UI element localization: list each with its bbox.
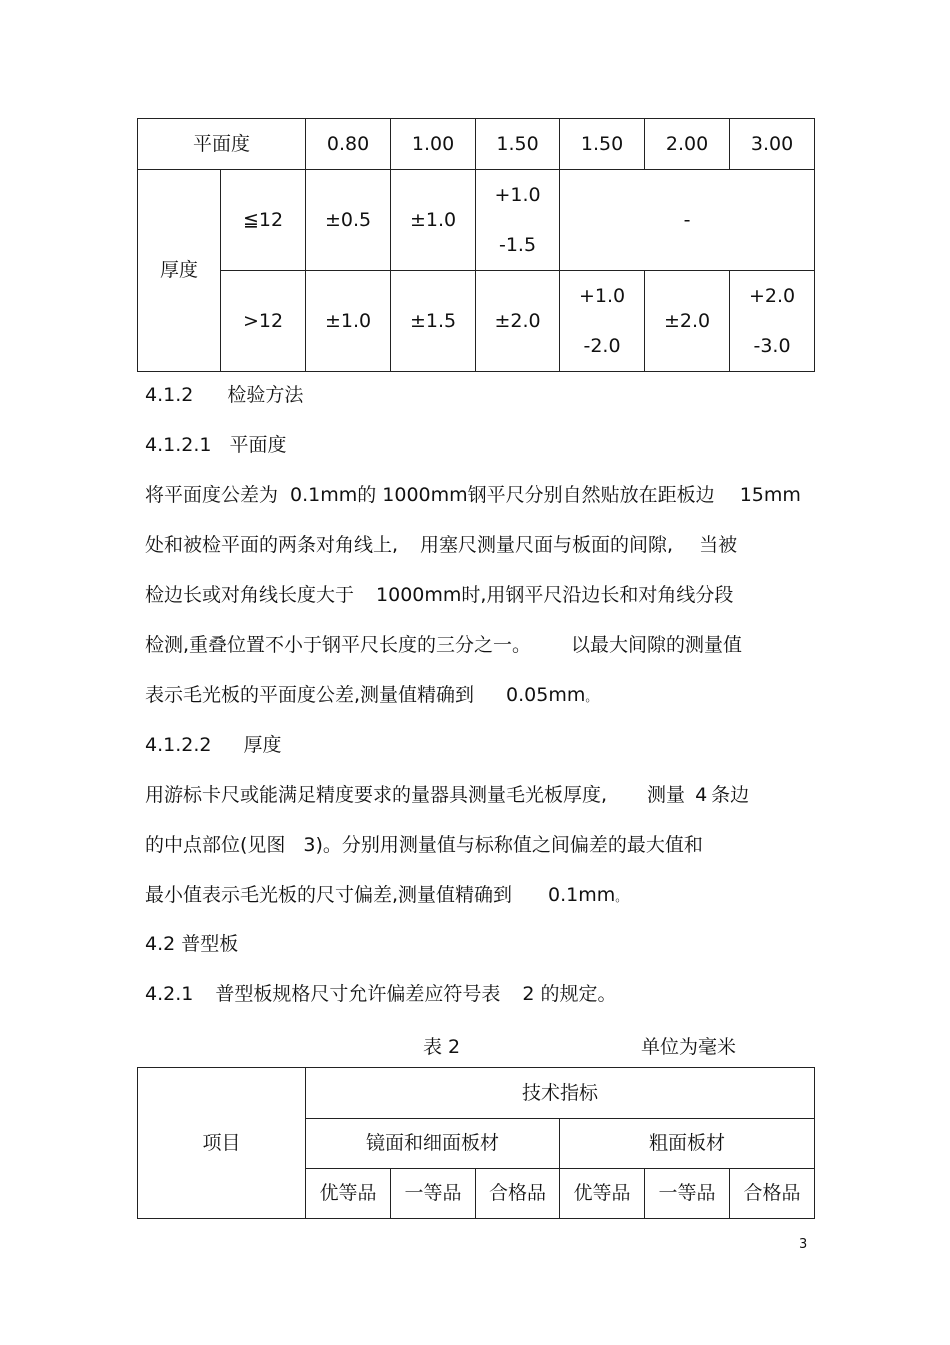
section-heading xyxy=(145,433,287,457)
table-cell xyxy=(476,170,560,271)
text-run: 最小值表示毛光板的尺寸偏差,测量值精确到 xyxy=(145,884,513,906)
text-run: 用游标卡尺或能满足精度要求的量器具测量毛光板厚度, xyxy=(145,784,608,806)
paragraph-line xyxy=(145,633,742,657)
table-cell: 优等品 xyxy=(306,1169,391,1219)
text-run: 。 xyxy=(615,890,628,904)
text-run: 4 xyxy=(695,784,708,806)
table-cell: ±2.0 xyxy=(476,271,560,372)
cell-line: -2.0 xyxy=(583,335,621,357)
table-cell xyxy=(730,271,815,372)
paragraph-line xyxy=(145,533,737,557)
text-run: 3)。分别用测量值与标称值之间偏差的最大值和 xyxy=(303,834,703,856)
table-cell: 技术指标 xyxy=(306,1068,815,1119)
table-cell: 3.00 xyxy=(730,119,815,170)
table-caption: 表 2 xyxy=(423,1036,461,1058)
cell-line: +1.0 xyxy=(578,285,626,307)
table-cell: 粗面板材 xyxy=(560,1119,815,1169)
text-run: 测量 xyxy=(647,784,686,806)
text-run: 检边长或对角线长度大于 xyxy=(145,584,355,606)
text-run: 15mm xyxy=(739,484,801,506)
section-number: 4.1.2.2 xyxy=(145,734,212,756)
table-cell: 平面度 xyxy=(138,119,306,170)
table-unit: 单位为毫米 xyxy=(641,1036,737,1058)
section-number: 4.1.2.1 xyxy=(145,434,212,456)
table-cell: >12 xyxy=(221,271,306,372)
text-run: 以最大间隙的测量值 xyxy=(571,634,743,656)
text-run: 1000mm xyxy=(376,584,462,606)
paragraph-line xyxy=(145,683,597,709)
flatness-thickness-table xyxy=(137,118,815,372)
table-cell: 合格品 xyxy=(730,1169,815,1219)
section-heading: 4.2 普型板 xyxy=(145,933,239,955)
table-cell: 1.00 xyxy=(391,119,476,170)
table-cell xyxy=(560,271,645,372)
table-row xyxy=(138,1068,815,1119)
paragraph-line xyxy=(145,583,733,607)
section-title: 检验方法 xyxy=(227,384,304,406)
grade-table xyxy=(137,1067,815,1219)
table-row xyxy=(138,170,815,271)
table-cell: 2.00 xyxy=(645,119,730,170)
cell-line: +1.0 xyxy=(494,184,541,206)
table-cell: 优等品 xyxy=(560,1169,645,1219)
paragraph-line xyxy=(145,833,703,857)
section-title: 厚度 xyxy=(243,734,282,756)
table-row xyxy=(138,271,815,372)
text-run: 当被 xyxy=(699,534,738,556)
paragraph-line xyxy=(145,783,749,807)
section-heading xyxy=(145,982,617,1006)
table-cell: 镜面和细面板材 xyxy=(306,1119,560,1169)
table-cell: ±1.0 xyxy=(306,271,391,372)
text-run: 处和被检平面的两条对角线上, xyxy=(145,534,399,556)
cell-line: -1.5 xyxy=(498,234,537,256)
cell-line: +2.0 xyxy=(748,285,796,307)
table-cell: 项目 xyxy=(138,1068,306,1219)
table-cell: 0.80 xyxy=(306,119,391,170)
section-number: 4.2.1 xyxy=(145,983,194,1005)
text-run: 钢平尺分别自然贴放在距板边 xyxy=(467,484,715,506)
text-run: 0.1mm的 1000mm xyxy=(290,484,468,506)
table-cell: 1.50 xyxy=(560,119,645,170)
page-number: 3 xyxy=(799,1237,808,1252)
paragraph-line xyxy=(145,483,801,507)
text-run: 检测,重叠位置不小于钢平尺长度的三分之一。 xyxy=(145,634,532,656)
text-run: 0.1mm xyxy=(548,884,616,906)
paragraph-line xyxy=(145,883,627,909)
table-cell: ±1.5 xyxy=(391,271,476,372)
table-cell: ±2.0 xyxy=(645,271,730,372)
text-run: 时,用钢平尺沿边长和对角线分段 xyxy=(461,584,734,606)
table-cell: 一等品 xyxy=(645,1169,730,1219)
table-row xyxy=(138,119,815,170)
text-run: 0.05mm xyxy=(506,684,586,706)
table-cell: 一等品 xyxy=(391,1169,476,1219)
text-run: 的中点部位(见图 xyxy=(145,834,286,856)
section-title: 平面度 xyxy=(229,434,287,456)
table-cell: ±0.5 xyxy=(306,170,391,271)
table-cell: 合格品 xyxy=(476,1169,560,1219)
text-run: 。 xyxy=(585,690,598,704)
table-cell: ≦12 xyxy=(221,170,306,271)
table-cell: - xyxy=(560,170,815,271)
table-cell: 1.50 xyxy=(476,119,560,170)
text-run: 用塞尺测量尺面与板面的间隙, xyxy=(420,534,674,556)
text-run: 将平面度公差为 xyxy=(145,484,279,506)
text-run: 2 的规定。 xyxy=(522,983,617,1005)
section-heading xyxy=(145,733,282,757)
table-cell: ±1.0 xyxy=(391,170,476,271)
text-run: 表示毛光板的平面度公差,测量值精确到 xyxy=(145,684,475,706)
section-heading xyxy=(145,383,303,407)
text-run: 普型板规格尺寸允许偏差应符号表 xyxy=(215,983,501,1005)
section-number: 4.1.2 xyxy=(145,384,194,406)
text-run: 条边 xyxy=(711,784,750,806)
cell-line: -3.0 xyxy=(753,335,791,357)
table-cell: 厚度 xyxy=(138,170,221,372)
